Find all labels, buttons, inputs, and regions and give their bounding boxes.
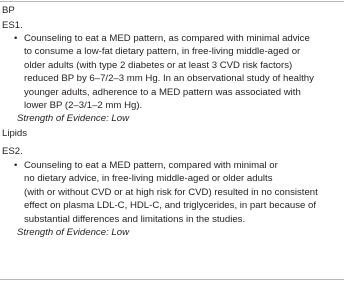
evidence-statement-text — [24, 159, 340, 226]
evidence-statement-label-es1: ES1. — [2, 20, 23, 31]
section-heading-bp: BP — [2, 5, 15, 16]
top-rule — [0, 1, 344, 2]
text-line: no dietary advice, in free-living middle-aged or older adults — [24, 173, 273, 185]
text-line: (with or without CVD or at high risk for CVD) resulted in no consistent — [24, 186, 318, 198]
text-line: lower BP (2–3/1–2 mm Hg). — [24, 100, 143, 112]
text-line: older adults (with type 2 diabetes or at least 3 CVD risk factors) — [24, 59, 293, 71]
evidence-statement-es1 — [14, 32, 340, 112]
evidence-statement-label-es2: ES2. — [2, 146, 23, 157]
evidence-statement-es2 — [14, 159, 340, 226]
strength-of-evidence: Strength of Evidence: Low — [17, 227, 129, 238]
bullet-icon: • — [14, 33, 18, 44]
text-line: substantial differences and limitations in the studies. — [24, 213, 246, 225]
text-line: Counseling to eat a MED pattern, as compared with minimal advice — [24, 33, 310, 44]
bullet-icon: • — [14, 160, 18, 171]
bottom-rule — [0, 279, 344, 280]
evidence-statement-text — [24, 32, 340, 112]
strength-of-evidence: Strength of Evidence: Low — [17, 113, 129, 124]
text-line: effect on plasma LDL-C, HDL-C, and triglycerides, in part because of — [24, 200, 317, 212]
text-line: younger adults, adherence to a MED pattern was associated with — [24, 86, 301, 98]
section-heading-lipids: Lipids — [2, 128, 28, 139]
text-line: reduced BP by 6–7/2–3 mm Hg. In an observational study of healthy — [24, 73, 314, 85]
text-line: to consume a low-fat dietary pattern, in free-living middle-aged or — [24, 46, 301, 58]
text-line: Counseling to eat a MED pattern, compared with minimal or — [24, 160, 278, 171]
